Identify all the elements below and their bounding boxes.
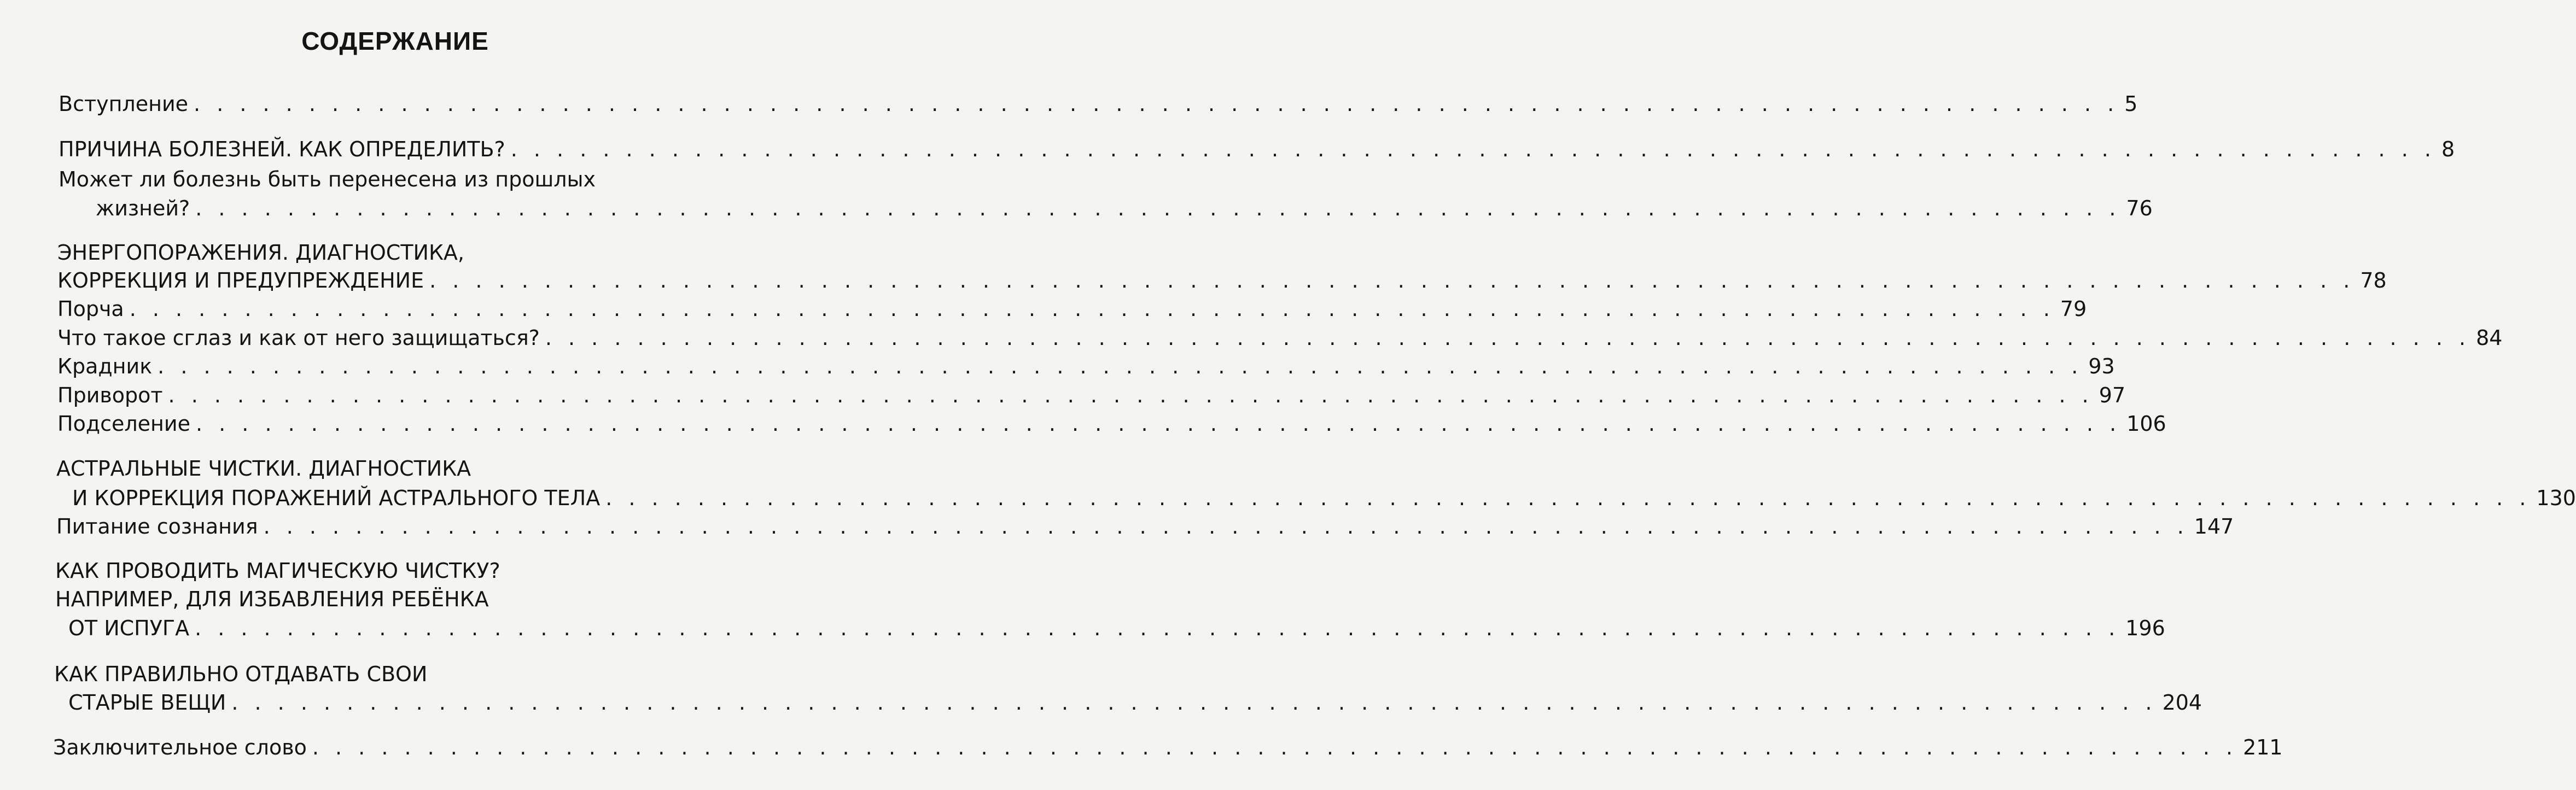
toc-entry-label: СТАРЫЕ ВЕЩИ	[68, 690, 226, 715]
dot-leader: . . . . . . . . . . . . . . . . . . . . . . . . . . . . . . . . . . . . . . . . . . . . . . . . . . . . . . . . . . . . . . . . . . . . . . . . . . . . . . . . . . . .	[194, 92, 2119, 116]
toc-entry-label: ПРИЧИНА БОЛЕЗНЕЙ. КАК ОПРЕДЕЛИТЬ?	[59, 137, 505, 161]
dot-leader: . . . . . . . . . . . . . . . . . . . . . . . . . . . . . . . . . . . . . . . . . . . . . . . . . . . . . . . . . . . . . . . . . . . . . . . . . . . . . . . . . . . .	[510, 137, 2436, 161]
toc-entry-line: Может ли болезнь быть перенесена из прошлых	[59, 167, 596, 191]
toc-page-number: 93	[2088, 354, 2115, 378]
dot-leader: . . . . . . . . . . . . . . . . . . . . . . . . . . . . . . . . . . . . . . . . . . . . . . . . . . . . . . . . . . . . . . . . . . . . . . . . . . . . . . . . . . . .	[195, 412, 2122, 436]
toc-entry-introduction	[59, 91, 2138, 117]
dot-leader: . . . . . . . . . . . . . . . . . . . . . . . . . . . . . . . . . . . . . . . . . . . . . . . . . . . . . . . . . . . . . . . . . . . . . . . . . . . . . . . . . . . .	[195, 196, 2121, 220]
dot-leader: . . . . . . . . . . . . . . . . . . . . . . . . . . . . . . . . . . . . . . . . . . . . . . . . . . . . . . . . . . . . . . . . . . . . . . . . . . . . . . . . . . . .	[605, 486, 2531, 510]
toc-entry-label: Порча	[57, 297, 124, 321]
toc-entry-line: ЭНЕРГОПОРАЖЕНИЯ. ДИАГНОСТИКА,	[57, 241, 465, 265]
toc-entry-conclusion	[53, 734, 2283, 760]
dot-leader: . . . . . . . . . . . . . . . . . . . . . . . . . . . . . . . . . . . . . . . . . . . . . . . . . . . . . . . . . . . . . . . . . . . . . . . . . . . . . . . . . . . .	[263, 514, 2189, 539]
toc-entry-label: ОТ ИСПУГА	[68, 616, 190, 640]
toc-page-number: 204	[2162, 690, 2202, 715]
toc-page-number: 130	[2536, 486, 2576, 510]
dot-leader: . . . . . . . . . . . . . . . . . . . . . . . . . . . . . . . . . . . . . . . . . . . . . . . . . . . . . . . . . . . . . . . . . . . . . . . . . . . . . . . . . . . .	[429, 268, 2355, 292]
toc-entry-magic-cleansing	[68, 615, 2165, 641]
toc-page-number: 76	[2126, 196, 2153, 220]
toc-page-number: 196	[2125, 616, 2165, 640]
toc-entry-label: Вступление	[59, 92, 189, 116]
toc-entry-label: Заключительное слово	[53, 735, 307, 759]
toc-entry-evil-eye	[57, 325, 2503, 351]
toc-page-number: 147	[2194, 514, 2234, 539]
toc-page-number: 97	[2099, 383, 2126, 407]
toc-entry-label: Крадник	[57, 354, 153, 378]
dot-leader: . . . . . . . . . . . . . . . . . . . . . . . . . . . . . . . . . . . . . . . . . . . . . . . . . . . . . . . . . . . . . . . . . . . . . . . . . . . . . . . . . . . .	[195, 616, 2120, 640]
toc-page-number: 106	[2126, 412, 2166, 436]
toc-entry-podselenie	[57, 411, 2166, 437]
dot-leader: . . . . . . . . . . . . . . . . . . . . . . . . . . . . . . . . . . . . . . . . . . . . . . . . . . . . . . . . . . . . . . . . . . . . . . . . . . . . . . . . . . . .	[158, 354, 2083, 378]
toc-entry-causes-of-illness	[59, 136, 2455, 162]
toc-entry-label: Что такое сглаз и как от него защищаться?	[57, 326, 540, 350]
toc-entry-past-lives	[96, 195, 2153, 221]
toc-page-number: 211	[2243, 735, 2283, 759]
toc-page-number: 79	[2060, 297, 2087, 321]
dot-leader: . . . . . . . . . . . . . . . . . . . . . . . . . . . . . . . . . . . . . . . . . . . . . . . . . . . . . . . . . . . . . . . . . . . . . . . . . . . . . . . . . . . .	[545, 326, 2471, 350]
page-title: СОДЕРЖАНИЕ	[301, 27, 489, 55]
toc-entry-old-things	[68, 689, 2202, 716]
toc-entry-kradnik	[57, 353, 2115, 379]
toc-entry-nutrition-of-consciousness	[56, 513, 2234, 540]
toc-entry-label: Подселение	[57, 412, 190, 436]
toc-entry-label: жизней?	[96, 196, 190, 220]
dot-leader: . . . . . . . . . . . . . . . . . . . . . . . . . . . . . . . . . . . . . . . . . . . . . . . . . . . . . . . . . . . . . . . . . . . . . . . . . . . . . . . . . . . .	[231, 690, 2157, 715]
toc-entry-line: КАК ПРОВОДИТЬ МАГИЧЕСКУЮ ЧИСТКУ?	[55, 559, 500, 583]
toc-entry-energy-damage	[57, 267, 2387, 294]
toc-page-number: 8	[2441, 137, 2455, 161]
toc-entry-porcha	[57, 296, 2087, 322]
toc-entry-line: КАК ПРАВИЛЬНО ОТДАВАТЬ СВОИ	[54, 662, 428, 686]
toc-entry-line: НАПРИМЕР, ДЛЯ ИЗБАВЛЕНИЯ РЕБЁНКА	[55, 587, 489, 611]
toc-entry-label: Питание сознания	[56, 514, 258, 539]
dot-leader: . . . . . . . . . . . . . . . . . . . . . . . . . . . . . . . . . . . . . . . . . . . . . . . . . . . . . . . . . . . . . . . . . . . . . . . . . . . . . . . . . . . .	[129, 297, 2055, 321]
toc-entry-astral-cleansing	[72, 485, 2576, 511]
toc-entry-line: АСТРАЛЬНЫЕ ЧИСТКИ. ДИАГНОСТИКА	[56, 457, 471, 481]
toc-entry-label: И КОРРЕКЦИЯ ПОРАЖЕНИЙ АСТРАЛЬНОГО ТЕЛА	[72, 486, 601, 510]
dot-leader: . . . . . . . . . . . . . . . . . . . . . . . . . . . . . . . . . . . . . . . . . . . . . . . . . . . . . . . . . . . . . . . . . . . . . . . . . . . . . . . . . . . .	[312, 735, 2238, 759]
toc-entry-privorot	[57, 382, 2126, 408]
dot-leader: . . . . . . . . . . . . . . . . . . . . . . . . . . . . . . . . . . . . . . . . . . . . . . . . . . . . . . . . . . . . . . . . . . . . . . . . . . . . . . . . . . . .	[168, 383, 2094, 407]
toc-page-number: 78	[2360, 268, 2387, 292]
toc-page-number: 5	[2124, 92, 2138, 116]
toc-page-number: 84	[2476, 326, 2503, 350]
toc-entry-label: КОРРЕКЦИЯ И ПРЕДУПРЕЖДЕНИЕ	[57, 268, 424, 292]
toc-entry-label: Приворот	[57, 383, 163, 407]
